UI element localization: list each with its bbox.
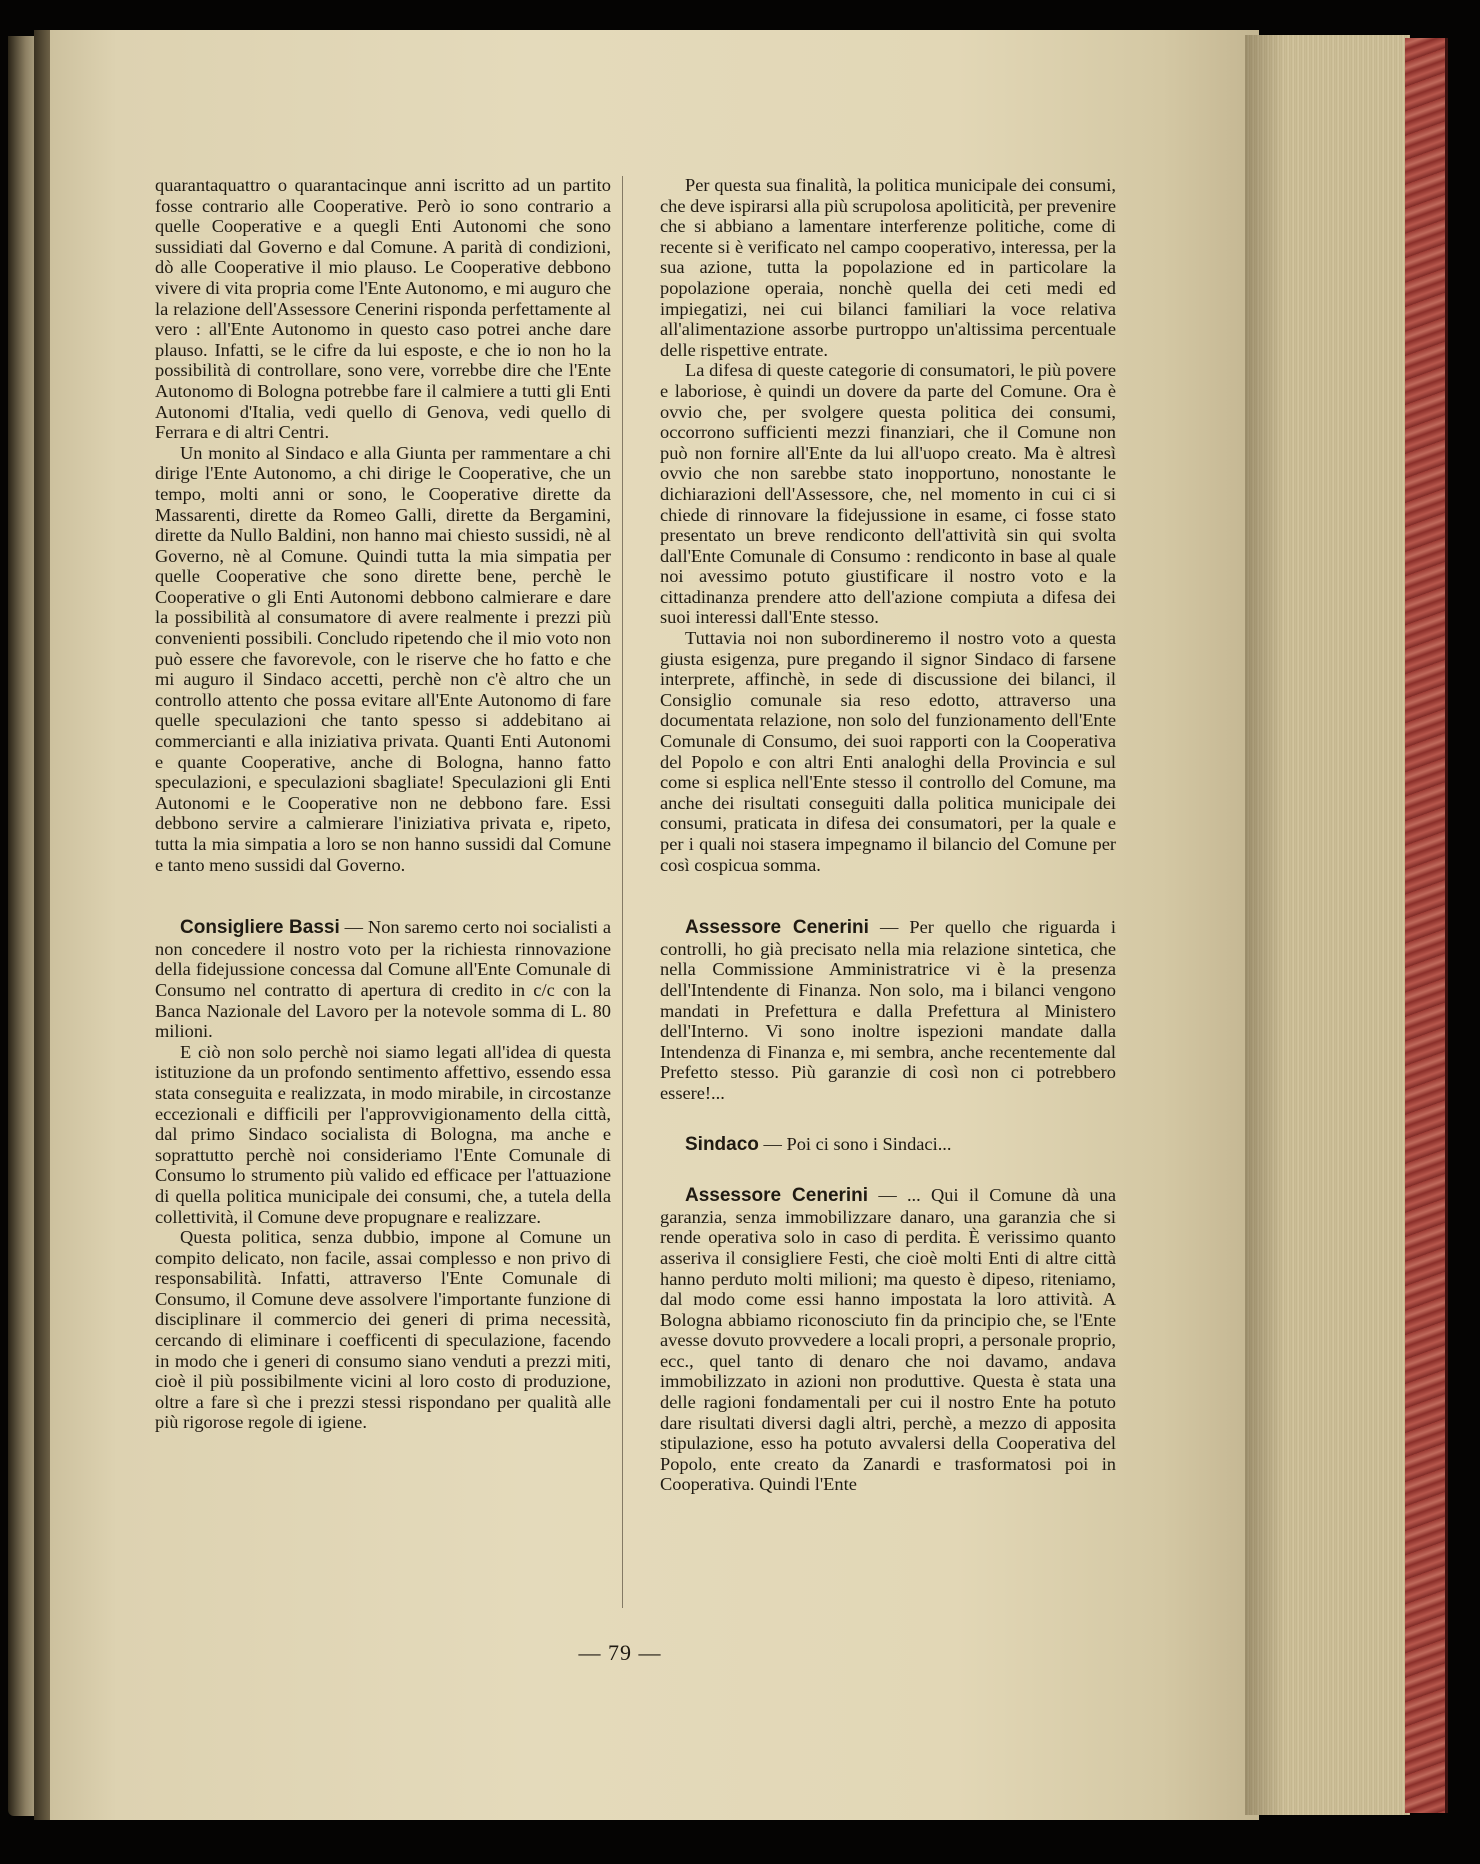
speech-text: — Non saremo certo noi socialisti a non concedere il nostro voto per la richiesta rinnovazione della fidejussione concessa dal Comune all'Ente Comunale di Consumo nel contratto di apertura di credito in c/c con la Banca Nazionale del Lavoro per la notevole somma di L. 80 milioni.	[155, 917, 611, 1042]
spacer	[660, 1155, 1116, 1185]
speech-cenerini	[660, 917, 1116, 1103]
page-block-shade	[1245, 35, 1285, 1815]
left-column	[155, 175, 611, 1433]
spacer	[660, 875, 1116, 917]
speaker-name: Consigliere Bassi	[180, 917, 340, 939]
speaker-name: Sindaco	[685, 1133, 759, 1155]
paragraph: quarantaquattro o quarantacinque anni iscritto ad un partito fosse contrario alle Cooperative. Però io sono contrario a quelle Cooperative e a quegli Enti Autonomi che sono sussidiati dal Governo e dal Comune. A parità di condizioni, dò alle Cooperative il mio plauso. Le Cooperative debbono vivere di vita propria come l'Ente Autonomo, e mi auguro che la relazione dell'Assessore Cenerini risponda perfettamente al vero : all'Ente Autonomo in questo caso potrei anche dare plauso. Infatti, se le cifre da lui esposte, e che io non ho la possibilità di controllare, sono vere, vorrebbe dire che l'Ente Autonomo di Bologna potrebbe fare il calmiere a tutti gli Enti Autonomi d'Italia, vedi quello di Genova, vedi quello di Ferrara e di altri Centri.	[155, 175, 611, 443]
marbled-cover	[1405, 38, 1448, 1813]
speech-text: — Per quello che riguarda i controlli, ho già precisato nella mia relazione sintetica, che nella Commissione Amministratrice vi è la presenza dell'Intendente di Finanza. Non solo, ma i bilanci vengono mandati in Prefettura e dalla Prefettura al Ministero dell'Interno. Vi sono inoltre ispezioni mandate dalla Intendenza di Finanza e, mi sembra, anche recentemente dal Prefetto stesso. Più garanzie di così non ci potrebbero essere!...	[660, 917, 1117, 1103]
paragraph: Questa politica, senza dubbio, impone al Comune un compito delicato, non facile, assai complesso e non privo di responsabilità. Infatti, attraverso l'Ente Comunale di Consumo, il Comune deve assolvere l'importante funzione di disciplinare il commercio dei generi di prima necessità, cercando di eliminare i coefficenti di speculazione, facendo in modo che i generi di consumo siano venduti a prezzi miti, cioè il più possibilmente vicini al loro costo di produzione, oltre a fare sì che i prezzi stessi rispondano per qualità alle più rigorose regole di igiene.	[155, 1227, 611, 1433]
paragraph: E ciò non solo perchè noi siamo legati all'idea di questa istituzione da un profondo sentimento affettivo, essendo essa stata conseguita e realizzata, in modo mirabile, in circostanze eccezionali e difficili per l'approvvigionamento della città, dal primo Sindaco socialista di Bologna, ma anche e soprattutto perchè noi consideriamo l'Ente Comunale di Consumo lo strumento più valido ed efficace per l'attuazione di quella politica municipale dei consumi, che, a tutela della collettività, il Comune deve propugnare e realizzare.	[155, 1041, 611, 1227]
speaker-name: Assessore Cenerini	[685, 1185, 869, 1207]
column-divider	[622, 176, 623, 1608]
speech-sindaco	[660, 1134, 1116, 1156]
page-number: — 79 —	[578, 1640, 662, 1665]
paragraph: Un monito al Sindaco e alla Giunta per rammentare a chi dirige l'Ente Autonomo, a chi dirige le Cooperative, che un tempo, molti anni or sono, le Cooperative dirette da Massarenti, dirette da Romeo Galli, dirette da Bergamini, dirette da Nullo Baldini, non hanno mai chiesto sussidi, nè al Governo, nè al Comune. Quindi tutta la mia simpatia per quelle Cooperative che sono dirette bene, perchè le Cooperative o gli Enti Autonomi debbono calmierare e dare la possibilità al consumatore di avere realmente i prezzi più convenienti possibili. Concludo ripetendo che il mio voto non può essere che favorevole, con le riserve che ho fatto e che mi auguro il Sindaco accetti, perchè non c'è altro che un controllo attento che possa evitare all'Ente Autonomo di fare quelle speculazioni che tanto spesso si addebitano ai commercianti e alla iniziativa privata. Quanti Enti Autonomi e quante Cooperative, anche di Bologna, hanno fatto speculazioni, e speculazioni sbagliate! Speculazioni gli Enti Autonomi e le Cooperative non ne debbono fare. Essi debbono servire a calmierare l'iniziativa privata e, ripeto, tutta la mia simpatia a loro se non hanno sussidi dal Comune e tanto meno sussidi dal Governo.	[155, 442, 611, 875]
paragraph: Per questa sua finalità, la politica municipale dei consumi, che deve ispirarsi alla più scrupolosa apoliticità, per prevenire che si abbiano a lamentare interferenze politiche, come di recente si è verificato nel campo cooperativo, interessa, per la sua azione, tutta la popolazione ed in particolare la popolazione operaia, nonchè quella dei ceti medi ed impiegatizi, nei cui bilanci familiari la voce relativa all'alimentazione assorbe purtroppo un'altissima percentuale delle rispettive entrate.	[660, 175, 1117, 360]
spine-shadow	[34, 30, 50, 1820]
paragraph: Tuttavia noi non subordineremo il nostro voto a questa giusta esigenza, pure pregando il signor Sindaco di farsene interprete, affinchè, in sede di discussione dei bilanci, il Consiglio comunale sia reso edotto, attraverso una documentata relazione, non solo del funzionamento dell'Ente Comunale di Consumo, dei suoi rapporti con la Cooperativa del Popolo e con altri Enti analoghi della Provincia e sul come si esplica nell'Ente stesso il controllo del Comune, ma anche dei risultati conseguiti dalla politica municipale dei consumi, praticata in difesa dei consumatori, per la quale e per i quali noi stasera impegnamo il bilancio del Comune per così cospicua somma.	[660, 628, 1116, 875]
speech-text: — Poi ci sono i Sindaci...	[758, 1133, 952, 1154]
speech-cenerini	[660, 1185, 1116, 1495]
paragraph: La difesa di queste categorie di consumatori, le più povere e laboriose, è quindi un dovere da parte del Comune. Ora è ovvio che, per svolgere questa politica dei consumi, occorrono sufficienti mezzi finanziari, che il Comune non può non fornire all'Ente da lui all'uopo creato. Ma è altresì ovvio che non sarebbe stato inopportuno, nonostante le dichiarazioni dell'Assessore, che, nel momento in cui ci si chiede di rinnovare la fidejussione in esame, ci fosse stato presentato un breve rendiconto dell'attività sin qui svolta dall'Ente Comunale di Consumo : rendiconto in base al quale noi avessimo potuto giustificare il nostro voto e la cittadinanza prendere atto dell'azione compiuta a difesa dei suoi interessi dall'Ente stesso.	[660, 360, 1116, 628]
speech-text: — ... Qui il Comune dà una garanzia, senza immobilizzare danaro, una garanzia che si rende operativa solo in caso di perdita. È verissimo quanto asseriva il consigliere Festi, che cioè molti Enti di altre città hanno perduto molti milioni; ma questo è dipeso, riteniamo, dal modo come essi hanno impostata la loro attività. A Bologna abbiamo riconosciuto fin da principio che, se l'Ente avesse dovuto provvedere a locali propri, a personale proprio, ecc., quel tanto di denaro che noi davamo, andava immobilizzato in azioni non produttive. Questa è stata una delle ragioni fondamentali per cui il nostro Ente ha potuto dare risultati diversi dagli altri, perchè, a mezzo di apposita stipulazione, esso ha potuto avvalersi della Cooperativa del Popolo, ente creato da Zanardi e trasformatosi poi in Cooperativa. Quindi l'Ente	[660, 1185, 1117, 1495]
spacer	[155, 875, 611, 917]
speech-bassi	[155, 917, 611, 1042]
right-column	[660, 175, 1116, 1495]
spacer	[660, 1104, 1116, 1134]
speaker-name: Assessore Cenerini	[685, 917, 869, 939]
